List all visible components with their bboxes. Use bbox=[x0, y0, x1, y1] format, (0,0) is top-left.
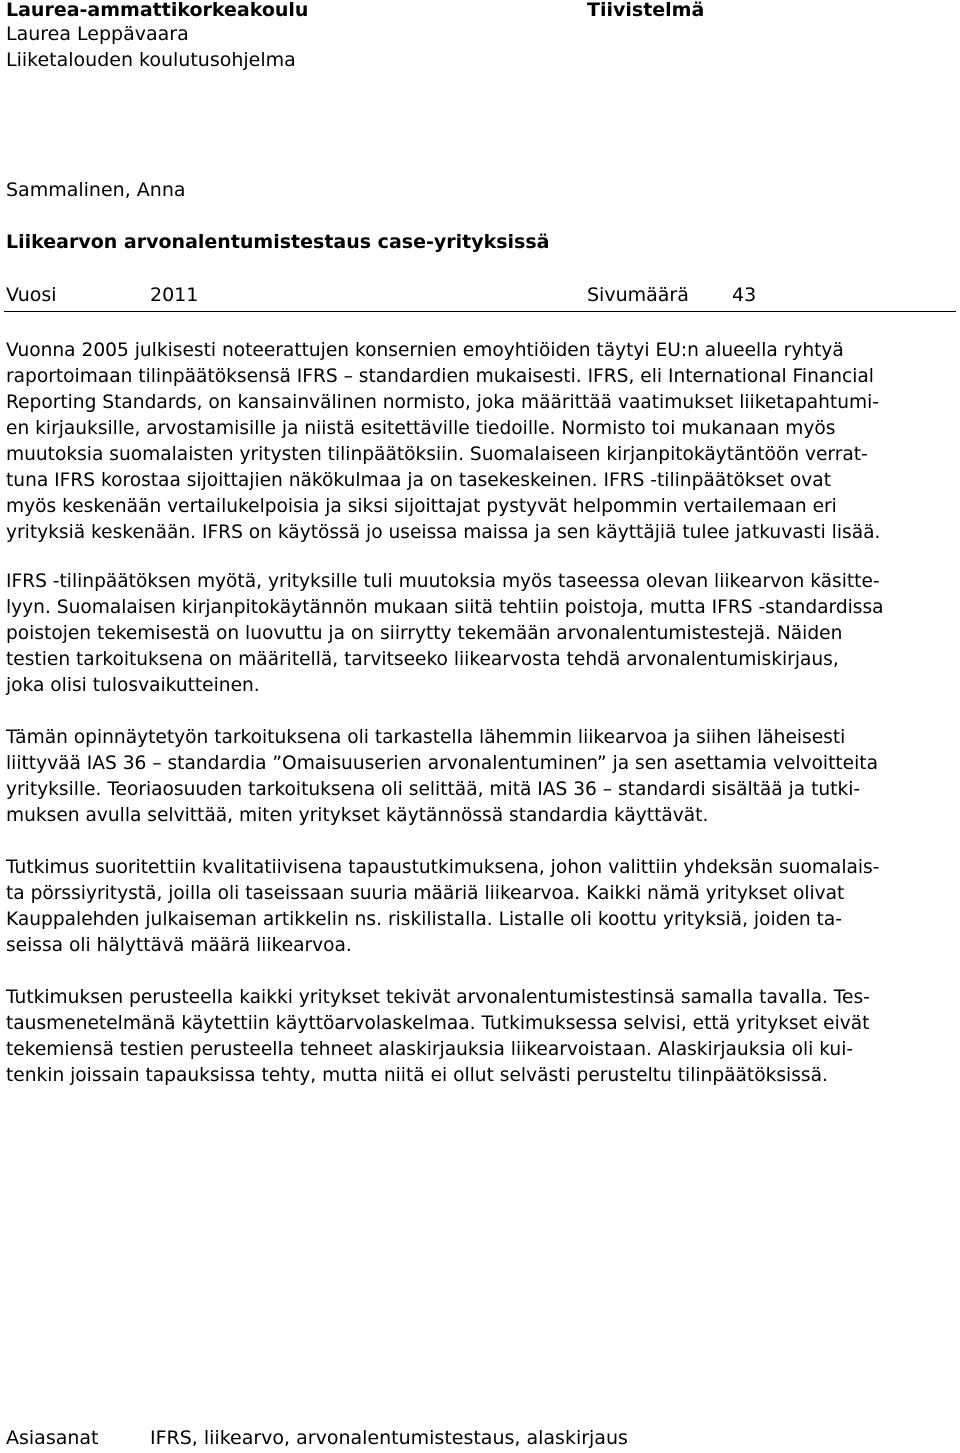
pages-label: Sivumäärä bbox=[587, 284, 689, 306]
year-label: Vuosi bbox=[6, 284, 57, 306]
paragraph-line: muutoksia suomalaisten yritysten tilinpäätöksiin. Suomalaiseen kirjanpitokäytäntöön verrat- bbox=[6, 444, 868, 465]
paragraph-line: poistojen tekemisestä on luovuttu ja on siirrytty tekemään arvonalentumistestejä. Näiden bbox=[6, 623, 843, 644]
paragraph-line: Tutkimuksen perusteella kaikki yritykset tekivät arvonalentumistestinsä samalla tavalla. Tes- bbox=[6, 987, 870, 1008]
divider-line bbox=[4, 311, 956, 312]
year-value: 2011 bbox=[150, 284, 199, 306]
paragraph-line: ta pörssiyritystä, joilla oli taseissaan suuria määriä liikearvoa. Kaikki nämä yritykset olivat bbox=[6, 883, 845, 904]
abstract-paragraph-2 bbox=[6, 569, 946, 699]
programme-name: Liiketalouden koulutusohjelma bbox=[6, 49, 296, 71]
thesis-title: Liikearvon arvonalentumistestaus case-yrityksissä bbox=[6, 231, 550, 253]
paragraph-line: Reporting Standards, on kansainvälinen normisto, joka määrittää vaatimukset liiketapahtumi- bbox=[6, 392, 879, 413]
paragraph-line: Kauppalehden julkaiseman artikkelin ns. riskilistalla. Listalle oli koottu yrityksiä, joiden ta- bbox=[6, 909, 842, 930]
paragraph-line: myös keskenään vertailukelpoisia ja siksi sijoittajat pystyvät helpommin vertailemaan eri bbox=[6, 496, 837, 517]
paragraph-line: Tämän opinnäytetyön tarkoituksena oli tarkastella lähemmin liikearvoa ja siihen läheisesti bbox=[6, 727, 846, 748]
keywords-label: Asiasanat bbox=[6, 1427, 99, 1449]
paragraph-line: en kirjauksille, arvostamisille ja niistä esitettäville tiedoille. Normisto toi mukanaan myös bbox=[6, 418, 836, 439]
paragraph-line: tuna IFRS korostaa sijoittajien näkökulmaa ja on tasekeskeinen. IFRS -tilinpäätökset ovat bbox=[6, 470, 831, 491]
paragraph-line: testien tarkoituksena on määritellä, tarvitseeko liikearvosta tehdä arvonalentumiskirjaus, bbox=[6, 649, 839, 670]
paragraph-line: yrityksille. Teoriaosuuden tarkoituksena oli selittää, mitä IAS 36 – standardi sisältää ja tutki- bbox=[6, 779, 861, 800]
paragraph-line: tausmenetelmänä käytettiin käyttöarvolaskelmaa. Tutkimuksessa selvisi, että yritykset eivät bbox=[6, 1013, 870, 1034]
paragraph-line: Vuonna 2005 julkisesti noteerattujen konsernien emoyhtiöiden täytyi EU:n alueella ryhtyä bbox=[6, 340, 844, 361]
institution-name: Laurea-ammattikorkeakoulu bbox=[6, 0, 309, 21]
paragraph-line: IFRS -tilinpäätöksen myötä, yrityksille tuli muutoksia myös taseessa olevan liikearvon käsitte- bbox=[6, 571, 880, 592]
abstract-paragraph-5 bbox=[6, 985, 946, 1089]
paragraph-line: yrityksiä keskenään. IFRS on käytössä jo useissa maissa ja sen käyttäjiä tulee jatkuvasti lisää. bbox=[6, 522, 881, 543]
keywords-value: IFRS, liikearvo, arvonalentumistestaus, alaskirjaus bbox=[150, 1427, 628, 1449]
paragraph-line: joka olisi tulosvaikutteinen. bbox=[6, 675, 260, 696]
paragraph-line: lyyn. Suomalaisen kirjanpitokäytännön mukaan siitä tehtiin poistoja, mutta IFRS -standardissa bbox=[6, 597, 884, 618]
abstract-paragraph-1 bbox=[6, 338, 946, 546]
paragraph-line: seissa oli hälyttävä määrä liikearvoa. bbox=[6, 935, 352, 956]
author-name: Sammalinen, Anna bbox=[6, 179, 186, 201]
paragraph-line: muksen avulla selvittää, miten yritykset käytännössä standardia käyttävät. bbox=[6, 805, 709, 826]
paragraph-line: tekemiensä testien perusteella tehneet alaskirjauksia liikearvoistaan. Alaskirjauksia oli kui- bbox=[6, 1039, 854, 1060]
pages-value: 43 bbox=[732, 284, 757, 306]
paragraph-line: tenkin joissain tapauksissa tehty, mutta niitä ei ollut selvästi perusteltu tilinpäätöksissä. bbox=[6, 1065, 828, 1086]
abstract-paragraph-3 bbox=[6, 725, 946, 829]
abstract-paragraph-4 bbox=[6, 855, 946, 959]
paragraph-line: Tutkimus suoritettiin kvalitatiivisena tapaustutkimuksena, johon valittiin yhdeksän suomalais- bbox=[6, 857, 880, 878]
paragraph-line: raportoimaan tilinpäätöksensä IFRS – standardien mukaisesti. IFRS, eli International Financial bbox=[6, 366, 874, 387]
paragraph-line: liittyvää IAS 36 – standardia ”Omaisuuserien arvonalentuminen” ja sen asettamia velvoitteita bbox=[6, 753, 878, 774]
document-type: Tiivistelmä bbox=[587, 0, 705, 21]
campus-name: Laurea Leppävaara bbox=[6, 23, 189, 45]
